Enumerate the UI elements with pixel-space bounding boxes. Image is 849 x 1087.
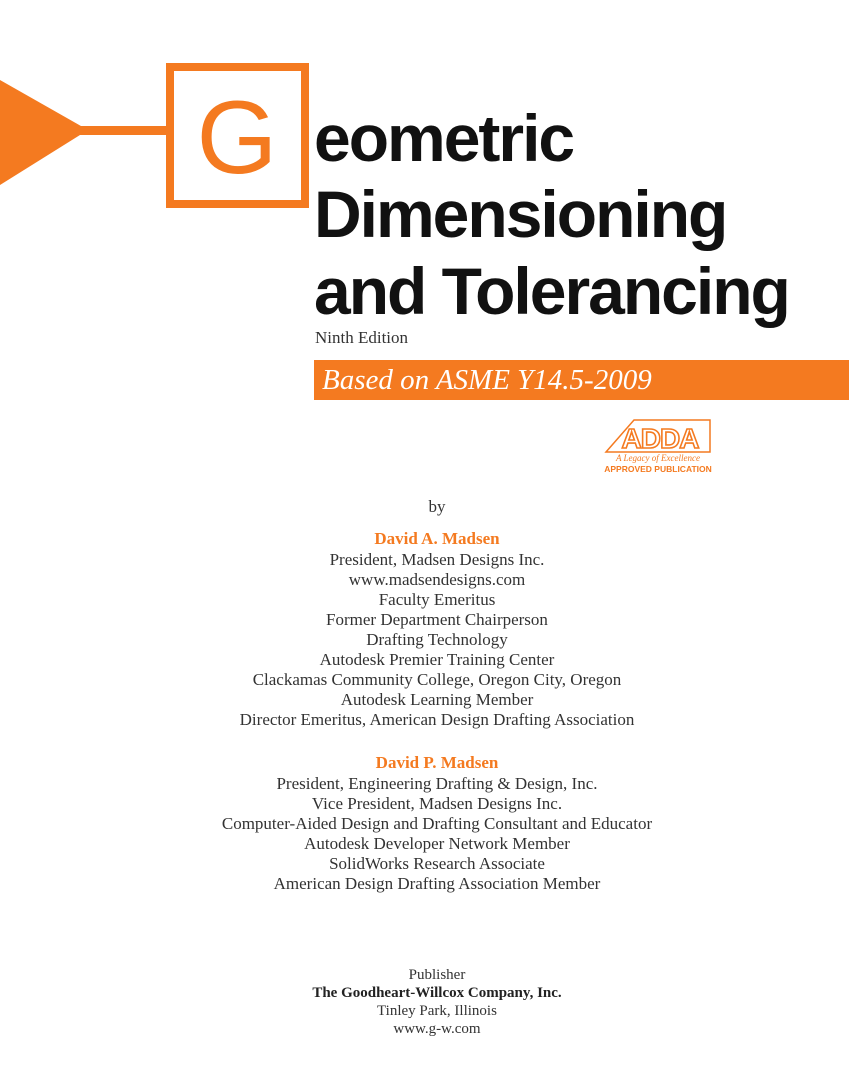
adda-badge <box>604 418 712 476</box>
publisher-location: Tinley Park, Illinois <box>377 1003 497 1019</box>
by-label: by <box>428 497 446 516</box>
credential-line: Autodesk Developer Network Member <box>304 834 570 853</box>
credential-line: President, Engineering Drafting & Design, Inc. <box>276 774 598 793</box>
credential-line: Clackamas Community College, Oregon City, Oregon <box>252 670 622 689</box>
credential-line: www.madsendesigns.com <box>348 570 526 589</box>
credential-line: Drafting Technology <box>366 630 508 649</box>
standard-banner: Based on ASME Y14.5-2009 <box>314 360 849 400</box>
adda-tagline: A Legacy of Excellence <box>615 453 701 463</box>
author-block-1 <box>0 528 849 730</box>
author-name: David P. Madsen <box>375 753 499 772</box>
credential-line: SolidWorks Research Associate <box>329 854 545 873</box>
arrow-shaft <box>80 126 170 135</box>
credential-line: Vice President, Madsen Designs Inc. <box>311 794 563 813</box>
credential-line: President, Madsen Designs Inc. <box>329 550 545 569</box>
publisher-block <box>0 966 849 1038</box>
logo-letter: G <box>196 80 278 196</box>
title-line-2: Dimensioning <box>314 177 727 251</box>
credential-line: Faculty Emeritus <box>378 590 496 609</box>
logo-arrow <box>0 62 320 212</box>
title-line-1: eometric <box>314 101 574 175</box>
arrow-head-icon <box>0 80 88 185</box>
publisher-name: The Goodheart-Willcox Company, Inc. <box>312 985 562 1001</box>
credential-line: American Design Drafting Association Member <box>273 874 601 893</box>
adda-status: APPROVED PUBLICATION <box>604 464 712 474</box>
edition-label: Ninth Edition <box>315 328 409 347</box>
credential-line: Autodesk Premier Training Center <box>319 650 555 669</box>
author-name: David A. Madsen <box>374 529 500 548</box>
publisher-label: Publisher <box>408 967 466 983</box>
publisher-website: www.g-w.com <box>393 1021 481 1037</box>
title-line-3: and Tolerancing <box>314 254 789 328</box>
credential-line: Autodesk Learning Member <box>340 690 534 709</box>
credential-line: Computer-Aided Design and Drafting Consultant and Educator <box>221 814 653 833</box>
author-block-2 <box>0 752 849 894</box>
credential-line: Director Emeritus, American Design Drafting Association <box>239 710 635 729</box>
adda-initials: ADDA <box>621 423 699 454</box>
credential-line: Former Department Chairperson <box>326 610 548 629</box>
